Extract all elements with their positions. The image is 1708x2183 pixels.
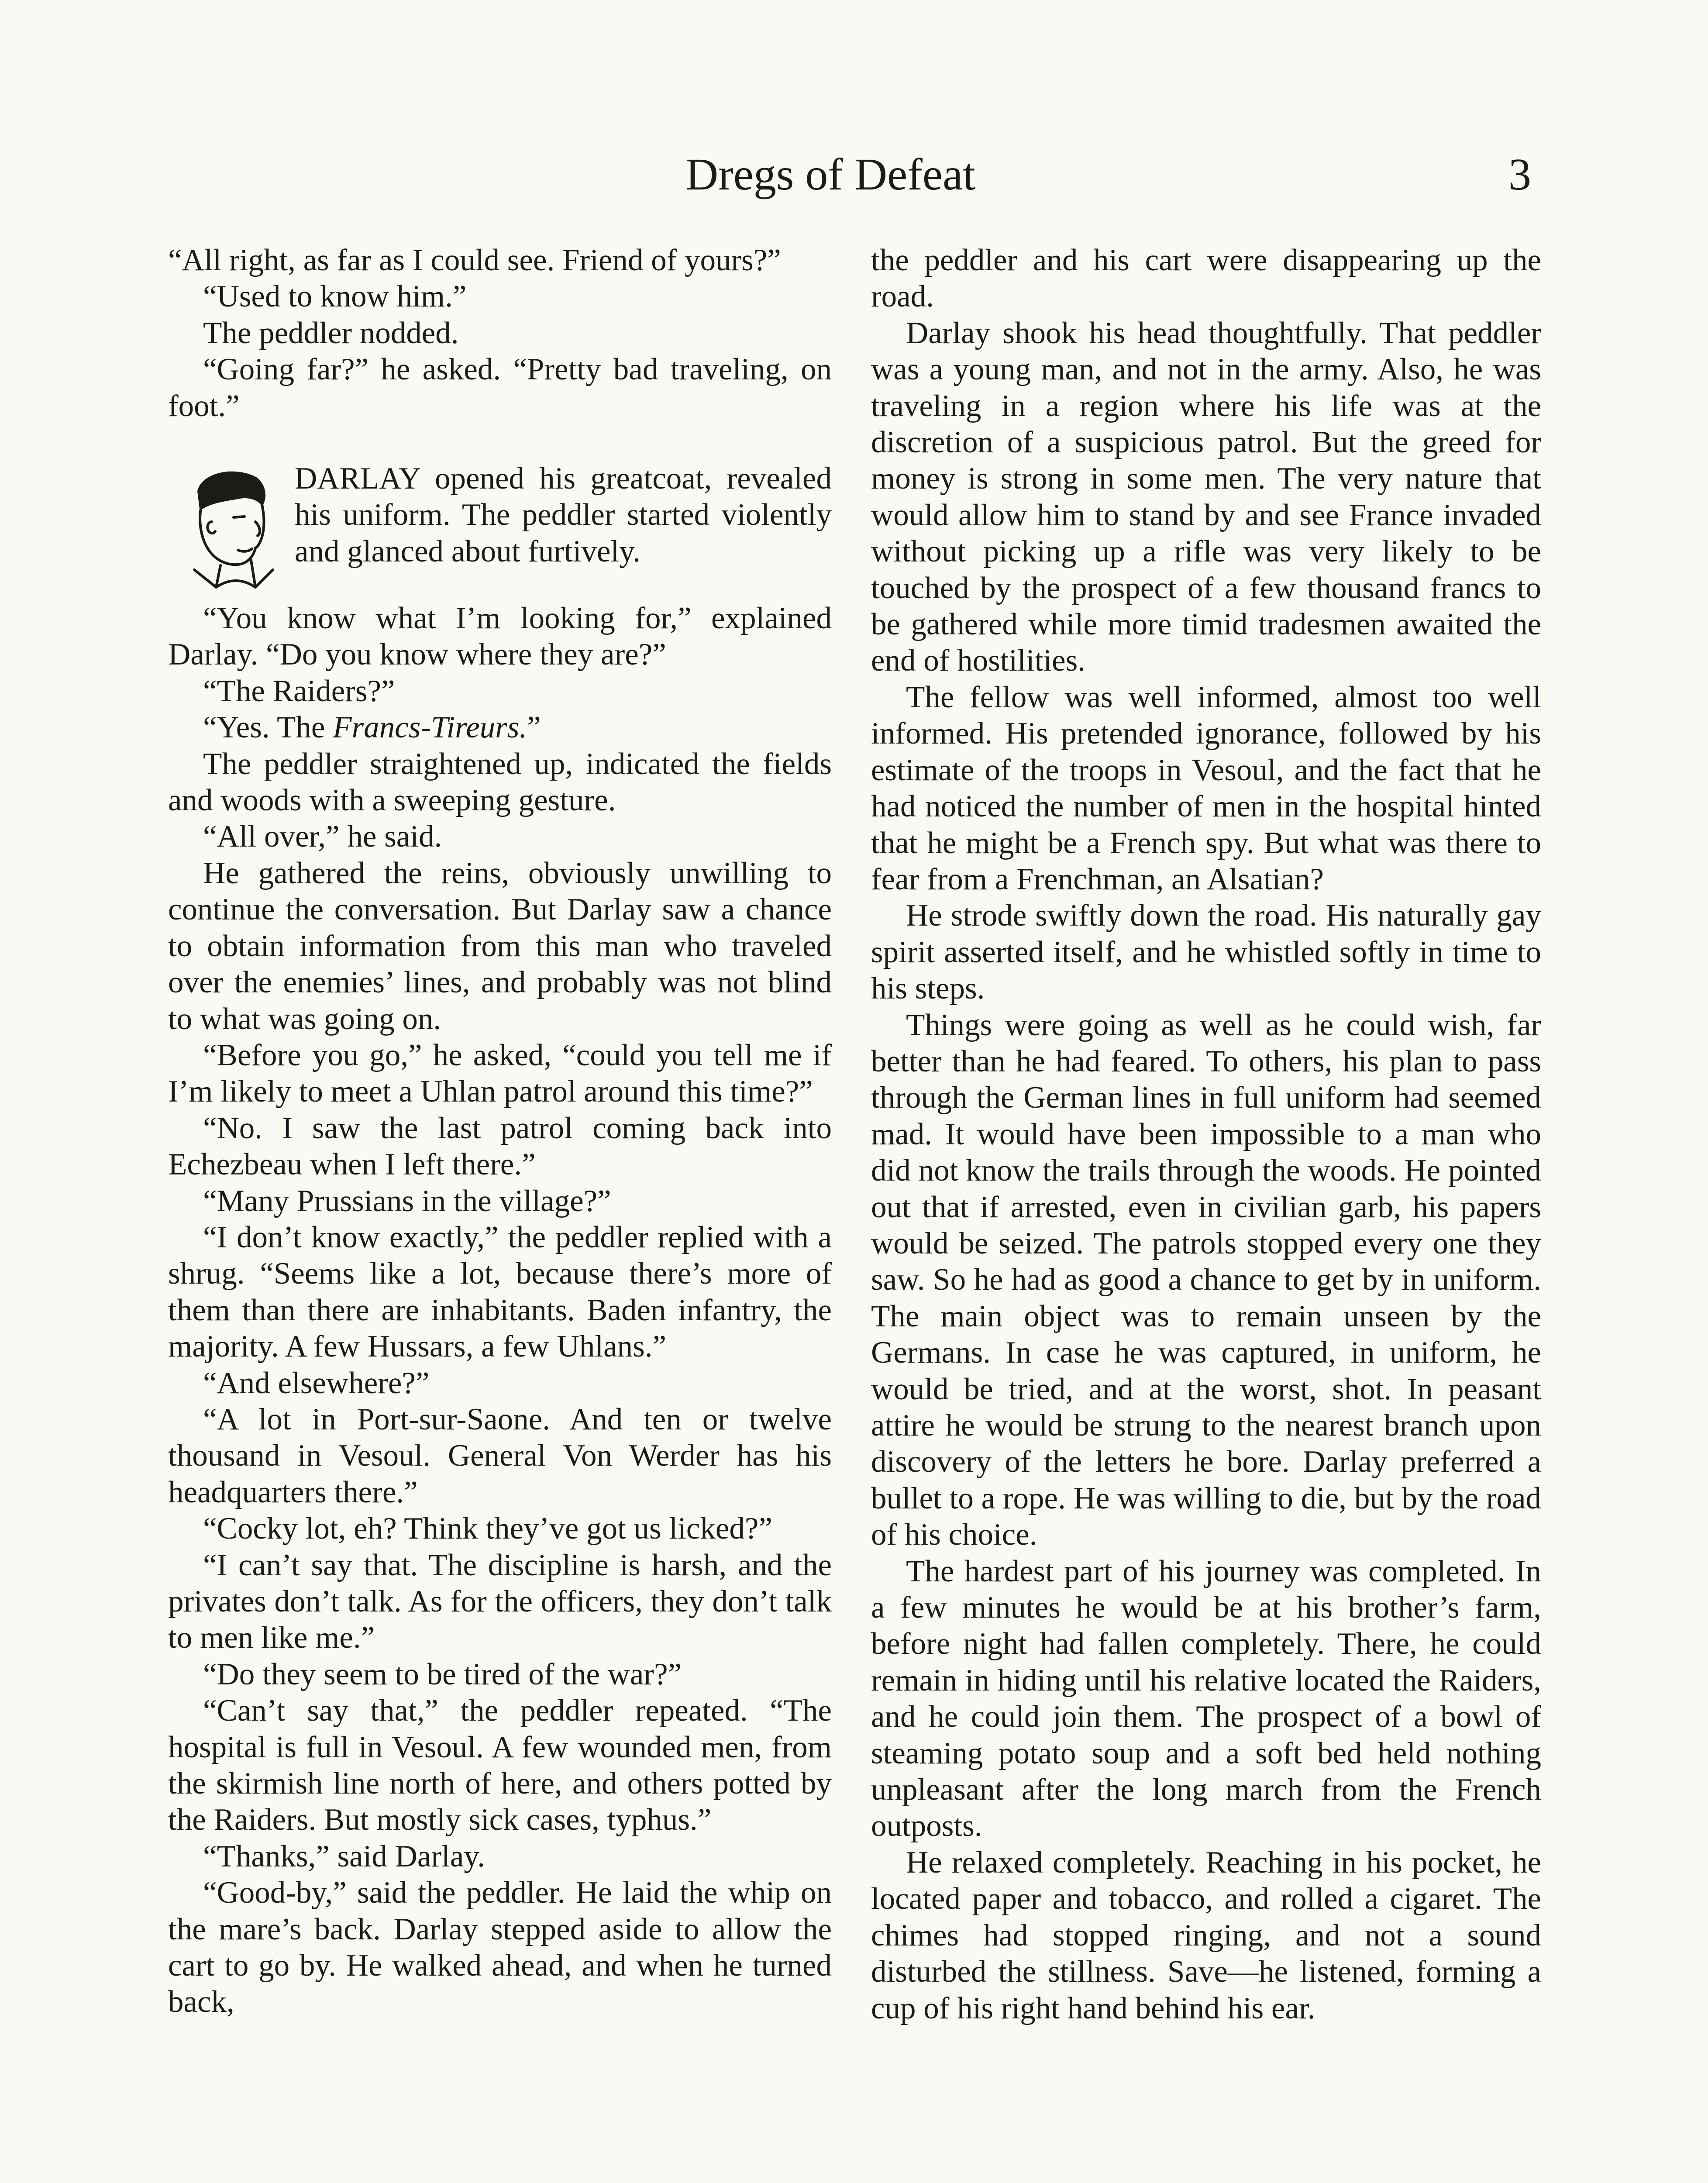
paragraph: “I can’t say that. The discipline is harsh, and the privates don’t talk. As for the officers, they don’t talk to men like me.” bbox=[168, 1548, 832, 1655]
paragraph: “A lot in Port-sur-Saone. And ten or twelve thousand in Vesoul. General Von Werder has his headquarters there.” bbox=[168, 1402, 832, 1509]
paragraph: “You know what I’m looking for,” explained Darlay. “Do you know where they are?” bbox=[168, 601, 832, 672]
paragraph: Things were going as well as he could wish, far better than he had feared. To others, his plan to pass through the German lines in full uniform had seemed mad. It would have been impossible to a man who did not know the trails through the woods. He pointed out that if arrested, even in civilian garb, his papers would be seized. The patrols stopped every one they saw. So he had as good a chance to get by in uniform. The main object was to remain unseen by the Germans. In case he was captured, in uniform, he would be tried, and at the worst, shot. In peasant attire he would be strung to the nearest branch upon discovery of the letters he bore. Darlay preferred a bullet to a rope. He was willing to die, but by the road of his choice. bbox=[871, 1008, 1541, 1552]
running-title: Dregs of Defeat bbox=[685, 149, 976, 200]
paragraph: “All over,” he said. bbox=[203, 819, 442, 854]
illustrated-paragraph bbox=[168, 461, 832, 600]
paragraph-text: ” bbox=[527, 710, 541, 745]
paragraph: “Thanks,” said Darlay. bbox=[203, 1839, 485, 1873]
paragraph bbox=[168, 709, 832, 746]
paragraph: “Good-by,” said the peddler. He laid the whip on the mare’s back. Darlay stepped aside to allow the cart to go by. He walked ahead, and when he turned back, bbox=[168, 1876, 832, 2019]
paragraph: “The Raiders?” bbox=[203, 674, 395, 708]
section-break bbox=[168, 424, 832, 461]
paragraph: the peddler and his cart were disappearing up the road. bbox=[871, 243, 1541, 314]
man-portrait-icon bbox=[168, 461, 282, 600]
paragraph: The peddler straightened up, indicated the fields and woods with a sweeping gesture. bbox=[168, 747, 832, 818]
paragraph: “Many Prussians in the village?” bbox=[203, 1184, 611, 1218]
paragraph: The fellow was well informed, almost too well informed. His pretended ignorance, followed by his estimate of the troops in Vesoul, and the fact that he had noticed the number of men in the hospital hinted that he might be a French spy. But what was there to fear from a Frenchman, an Alsatian? bbox=[871, 680, 1541, 896]
paragraph: “I don’t know exactly,” the peddler replied with a shrug. “Seems like a lot, because there’s more of them than there are inhabitants. Baden infantry, the majority. A few Hussars, a few Uhlans.” bbox=[168, 1220, 832, 1364]
paragraph: Darlay shook his head thoughtfully. That peddler was a young man, and not in the army. Also, he was traveling in a region where his life was at the discretion of a suspicious patrol. But the greed for money is strong in some men. The very nature that would allow him to stand by and see France invaded without picking up a rifle was very likely to be touched by the prospect of a few thousand francs to be gathered while more timid tradesmen awaited the end of hostilities. bbox=[871, 316, 1541, 678]
paragraph: “Before you go,” he asked, “could you tell me if I’m likely to meet a Uhlan patrol around this time?” bbox=[168, 1038, 832, 1109]
paragraph: “No. I saw the last patrol coming back into Echezbeau when I left there.” bbox=[168, 1111, 832, 1182]
paragraph: “Do they seem to be tired of the war?” bbox=[203, 1657, 682, 1691]
paragraph: DARLAY opened his greatcoat, revealed his uniform. The peddler started violently and glanced about furtively. bbox=[295, 461, 832, 568]
right-column bbox=[871, 242, 1541, 2027]
paragraph: “Going far?” he asked. “Pretty bad traveling, on foot.” bbox=[168, 352, 832, 423]
paragraph: The peddler nodded. bbox=[203, 316, 459, 350]
paragraph: He gathered the reins, obviously unwilling to continue the conversation. But Darlay saw a chance to obtain information from this man who traveled over the enemies’ lines, and probably was not blind to what was going on. bbox=[168, 856, 832, 1036]
left-column bbox=[168, 242, 832, 2021]
paragraph: “Can’t say that,” the peddler repeated. “The hospital is full in Vesoul. A few wounded men, from the skirmish line north of here, and others potted by the Raiders. But mostly sick cases, typhus.” bbox=[168, 1694, 832, 1837]
italic-text: Francs-Tireurs. bbox=[333, 710, 527, 745]
page-header bbox=[0, 144, 1708, 214]
paragraph: “Used to know him.” bbox=[203, 279, 467, 314]
page-number: 3 bbox=[1508, 149, 1531, 200]
paragraph: “And elsewhere?” bbox=[203, 1366, 430, 1400]
paragraph-text: “Yes. The bbox=[203, 710, 333, 745]
paragraph: He relaxed completely. Reaching in his pocket, he located paper and tobacco, and rolled a cigaret. The chimes had stopped ringing, and not a sound disturbed the stillness. Save—he listened, forming a cup of his right hand behind his ear. bbox=[871, 1845, 1541, 2025]
paragraph: “Cocky lot, eh? Think they’ve got us licked?” bbox=[203, 1512, 772, 1546]
paragraph: “All right, as far as I could see. Friend of yours?” bbox=[168, 243, 781, 277]
paragraph: He strode swiftly down the road. His naturally gay spirit asserted itself, and he whistled softly in time to his steps. bbox=[871, 899, 1541, 1006]
paragraph: The hardest part of his journey was completed. In a few minutes he would be at his brother’s farm, before night had fallen completely. There, he could remain in hiding until his relative located the Raiders, and he could join them. The prospect of a bowl of steaming potato soup and a soft bed held nothing unpleasant after the long march from the French outposts. bbox=[871, 1554, 1541, 1843]
